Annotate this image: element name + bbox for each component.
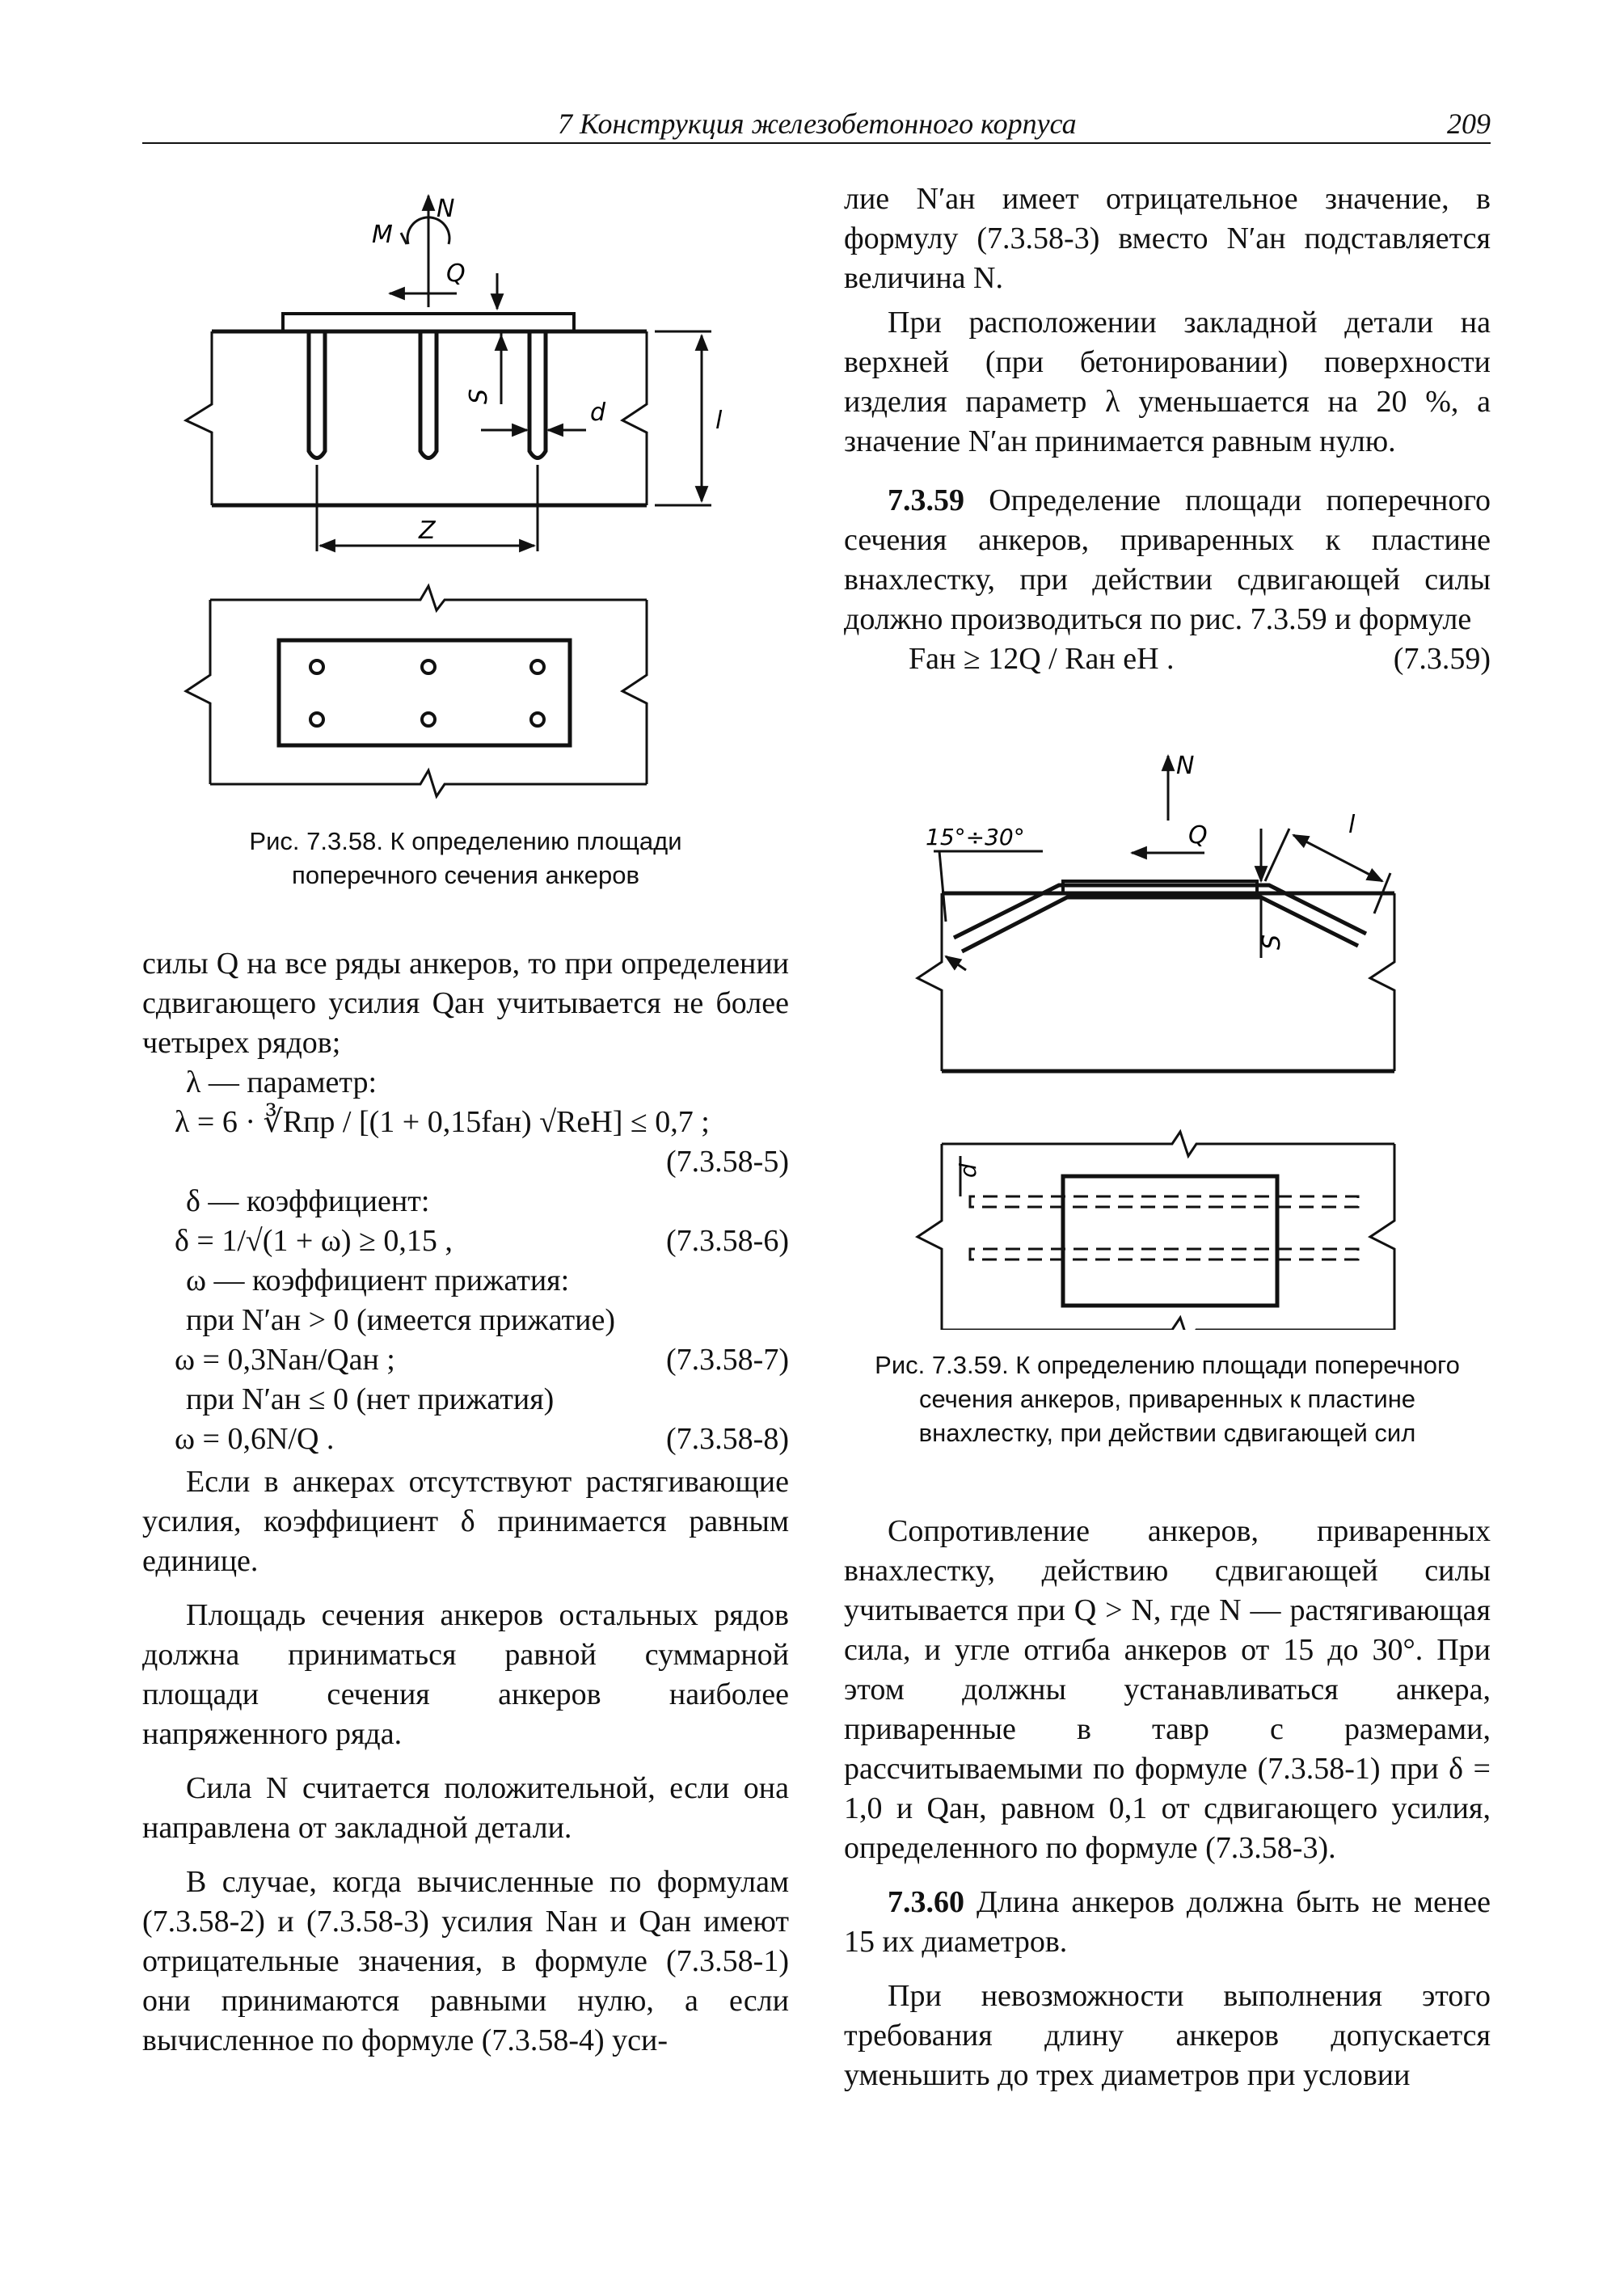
condition-compression: при N′ан > 0 (имеется прижатие) xyxy=(186,1303,616,1337)
condition-no-compression: при N′ан ≤ 0 (нет прижатия) xyxy=(186,1382,555,1416)
label-M: M xyxy=(372,221,393,249)
paragraph-length-reduction: При невозможности выполнения этого требования длину анкеров допускается уменьшить до трех диаметров при условии xyxy=(844,1979,1491,2092)
paragraph-force-n-sign: Сила N считается положительной, если она направлена от закладной детали. xyxy=(142,1771,789,1845)
paragraph-lap-anchors: Сопротивление анкеров, приваренных внахлестку, действию сдвигающей силы учитывается при Q > N, где N — растягивающая сила, и угле отгиба анкеров от 15 до 30°. При этом должны устанавливаться анкера, приваренные в тавр с размерами, рассчитываемыми по формуле (7.3.58-1) при δ = 1,0 и Qан, равном 0,1 от сдвигающего усилия, определенного по формуле (7.3.58-3). xyxy=(844,1514,1491,1865)
section-7-3-60: 7.3.60 Длина анкеров должна быть не менее 15 их диаметров. xyxy=(844,1885,1491,1959)
formula-7-3-58-7: ω = 0,3Nан/Qан ; (7.3.58-7) xyxy=(175,1343,789,1377)
fig59-label-l: l xyxy=(1348,811,1356,839)
figure-7-3-59-caption: Рис. 7.3.59. К определению площади поперечного сечения анкеров, приваренных к пластине внахлестку, при действии сдвигающей сил xyxy=(875,1351,1460,1447)
page-number: 209 xyxy=(1447,108,1491,140)
paragraph-anchor-area: Площадь сечения анкеров остальных рядов должна приниматься равной суммарной площади сечения анкеров наиболее напряженного ряда. xyxy=(142,1598,789,1751)
paragraph-top-surface: При расположении закладной детали на верхней (при бетонировании) поверхности изделия параметр λ уменьшается на 20 %, а значение N′ан принимается равным нулю. xyxy=(844,306,1491,458)
fig59-label-Q: Q xyxy=(1188,821,1208,850)
fig59-label-N: N xyxy=(1176,752,1195,780)
formula-7-3-58-8: ω = 0,6N/Q . (7.3.58-8) xyxy=(175,1422,789,1456)
right-column-bottom xyxy=(844,1512,1491,2095)
paragraph-negative-values: В случае, когда вычисленные по формулам (7.3.58-2) и (7.3.58-3) усилия Nан и Qан имеют отрицательные значения, в формуле (7.3.58-1) они принимаются равными нулю, а если вычисленное по формуле (7.3.58-4) уси- xyxy=(142,1865,789,2057)
left-column xyxy=(142,944,789,2061)
figure-7-3-58-caption: Рис. 7.3.58. К определению площади поперечного сечения анкеров xyxy=(249,827,682,889)
formula-7-3-58-5: λ = 6 · ∛Rпр / [(1 + 0,15fан) √ReH] ≤ 0,7 ; xyxy=(175,1105,710,1139)
label-S: S xyxy=(465,388,493,404)
label-d: d xyxy=(590,399,606,427)
paragraph-continued: лие N′ан имеет отрицательное значение, в формулу (7.3.58-3) вместо N′ан подставляется величина N. xyxy=(844,182,1491,295)
paragraph-forces-rows: силы Q на все ряды анкеров, то при определении сдвигающего усилия Qан учитывается не более четырех рядов; xyxy=(142,947,789,1060)
label-l: l xyxy=(715,407,723,435)
fig59-label-S: S xyxy=(1258,934,1286,950)
running-header-title: 7 Конструкция железобетонного корпуса xyxy=(558,108,1077,140)
right-column-top xyxy=(844,179,1491,679)
omega-definition: ω — коэффициент прижатия: xyxy=(186,1264,570,1297)
formula-7-3-58-6: δ = 1/√(1 + ω) ≥ 0,15 , (7.3.58-6) xyxy=(175,1224,789,1258)
fig59-label-d: d xyxy=(955,1163,981,1178)
lambda-definition: λ — параметр: xyxy=(186,1065,378,1099)
formula-7-3-59: Fан ≥ 12Q / Rан eH . (7.3.59) xyxy=(909,642,1491,676)
label-Z: Z xyxy=(419,517,436,545)
header-rule xyxy=(142,142,1491,144)
label-Q: Q xyxy=(446,259,466,288)
figure-7-3-58 xyxy=(162,186,744,808)
section-7-3-59: 7.3.59 Определение площади поперечного сечения анкеров, приваренных к пластине внахлестку, при действии сдвигающей силы должно производиться по рис. 7.3.59 и формуле xyxy=(844,483,1491,636)
formula-7-3-58-5-number: (7.3.58-5) xyxy=(666,1145,789,1179)
fig59-label-angle: 15°÷30° xyxy=(926,824,1025,850)
figure-7-3-59 xyxy=(905,748,1471,1330)
delta-definition: δ — коэффициент: xyxy=(186,1184,430,1218)
label-N: N xyxy=(437,195,455,223)
paragraph-no-tension: Если в анкерах отсутствуют растягивающие усилия, коэффициент δ принимается равным единице. xyxy=(142,1465,789,1578)
